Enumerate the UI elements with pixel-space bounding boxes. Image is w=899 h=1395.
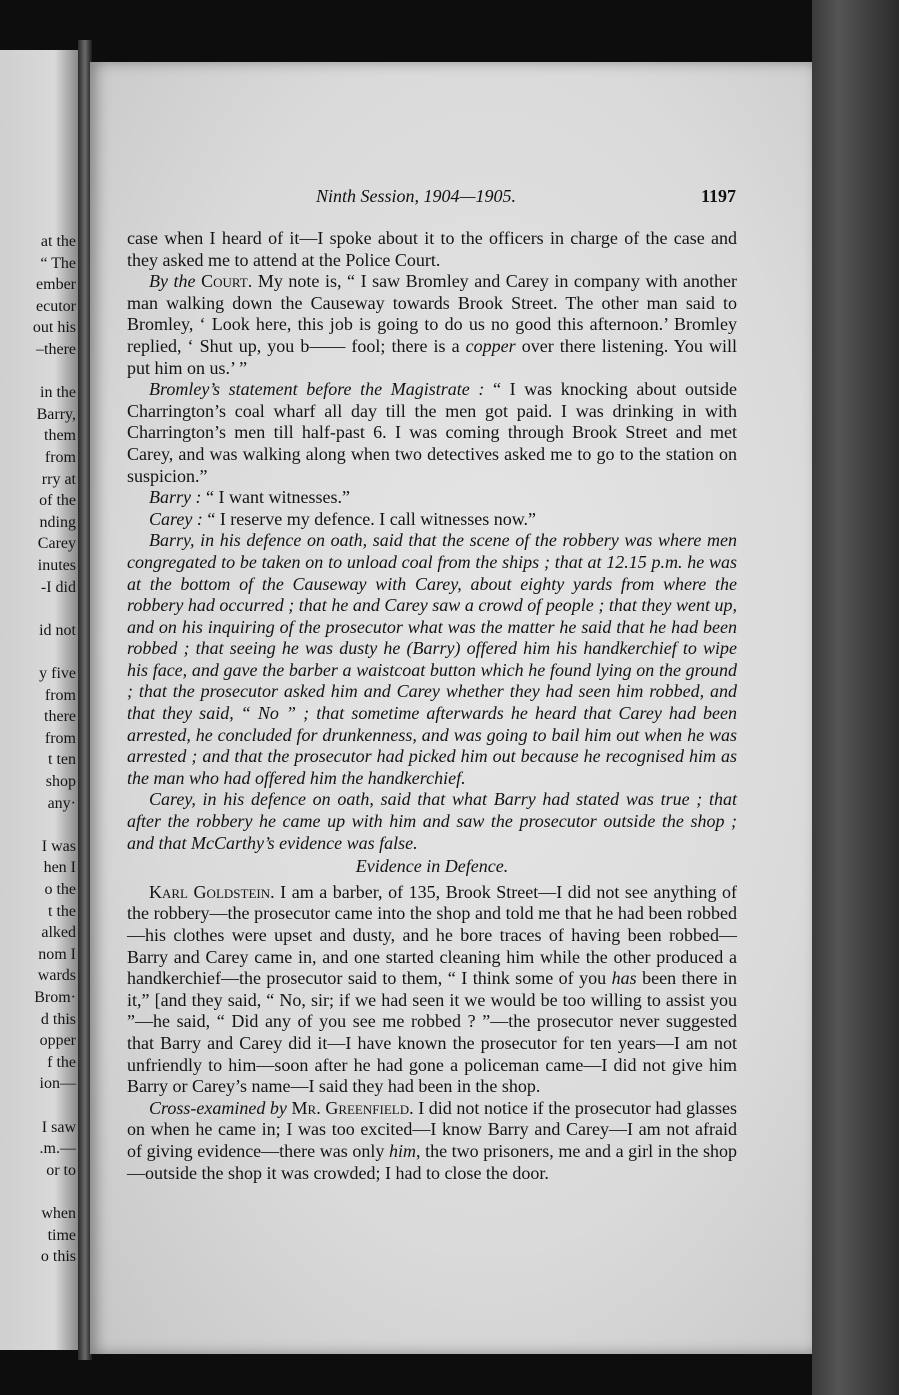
margin-fragment: hen I [43,859,76,877]
margin-fragment: y five [39,665,76,682]
margin-fragment: t the [48,902,76,920]
page-edge-shadow [812,0,899,1395]
margin-fragment: –there [36,341,76,358]
margin-fragment: ion— [39,1075,76,1093]
margin-fragment: from [44,449,76,466]
paragraph-cross-examined [127,1098,737,1184]
margin-fragment: wards [37,967,76,985]
margin-fragment: opper [39,1032,76,1050]
bromley-statement-text: “ I was knocking about outside Charrington’s coal wharf all day till the men got paid. I was drinking in with Charrington’s men till half-past 6. I was coming through Brook Street and met Carey, and was walking along when two detectives asked me to go to the station on suspicion.” [127,379,738,486]
carey-text: “ I reserve my defence. I call witnesses now.” [202,508,537,529]
paragraph-carey [127,509,737,531]
margin-fragment: alked [41,924,76,942]
cross-text-b: , the two prisoners, me and a girl in the shop—outside the shop it was crowded; I had to close the door. [127,1140,737,1183]
margin-fragment: I saw [41,1118,76,1136]
margin-fragment: out his [32,319,76,337]
margin-fragment: Barry, [36,405,76,423]
margin-fragment: f the [47,1053,76,1071]
counsel-name: Mr. Greenfield. [291,1097,414,1118]
margin-fragment: when [41,1205,76,1222]
margin-fragment: nom I [38,945,76,963]
copper-word: copper [465,335,516,356]
margin-fragment: t ten [48,751,76,769]
margin-fragment: o the [44,881,76,898]
barry-text: “ I want witnesses.” [201,487,350,508]
running-header [316,186,736,210]
paragraph-goldstein [127,882,737,1098]
margin-fragment: shop [45,773,76,790]
margin-fragment: at the [40,233,76,250]
has-word: has [611,968,637,989]
margin-fragment: d this [40,1010,76,1028]
margin-fragment: them [44,427,76,445]
margin-fragment: Carey [37,535,76,553]
court-note-tail: over there listening. You will put him on us.’ ” [127,335,737,378]
paragraph-court-note [127,271,737,379]
paragraph-carey-defence: Carey, in his defence on oath, said that what Barry had stated was true ; that after the robbery he came up with him and saw the prosecutor outside the shop ; and that McCarthy’s evidence was false. [127,789,737,853]
margin-fragment: ecutor [36,297,76,315]
paragraph-barry [127,487,737,509]
margin-fragment: ember [36,276,76,294]
barry-lead: Barry : [149,487,202,508]
goldstein-text-a: I am a barber, of 135, Brook Street—I did not see anything of the robbery—the prosecutor came into the shop and told me that he had been robbed—his clothes were upset and dusty, and he bore traces of having been robbed—Barry and Carey came in, and one started cleaning him while the other produced a handkerchief—the prosecutor said to them, “ I think some of you [127,881,737,989]
margin-fragment: in the [40,384,76,402]
margin-fragment: “ The [40,254,76,272]
cross-examined-lead: Cross-examined by [149,1097,287,1118]
margin-fragment: or to [46,1161,76,1179]
running-title: Ninth Session, 1904—1905. [316,186,517,206]
witness-name: Karl Goldstein. [149,881,275,902]
carey-lead: Carey : [149,508,203,529]
margin-fragment: of the [39,492,76,510]
cross-text-a: I did not notice if the prosecutor had glasses on when he came in; I was too excited—I know Barry and Carey—I am not afraid of giving evidence—there was only [127,1097,737,1161]
margin-fragment: id not [39,621,76,639]
margin-fragment: time [47,1226,76,1244]
paragraph-bromley-statement [127,379,737,487]
margin-fragment: rry at [41,470,76,488]
margin-fragment: o this [40,1248,76,1266]
paragraph-continuation: case when I heard of it—I spoke about it to the officers in charge of the case and they asked me to attend at the Police Court. [127,228,737,270]
margin-fragment: from [44,686,76,704]
margin-fragment: nding [39,513,76,531]
margin-fragment: Brom· [34,989,76,1006]
margin-fragment: there [44,708,76,726]
margin-fragment: any· [47,794,76,812]
court-note-text: My note is, “ I saw Bromley and Carey in company with another man walking down the Causeway towards Brook Street. The other man said to Bromley, ‘ Look here, this job is going to do us no good this afternoon.’ Bromley replied, ‘ Shut up, you b—— fool; there is a [127,271,737,356]
page-body [127,228,737,1184]
court-label: Court. [201,271,253,292]
page-number: 1197 [700,186,736,206]
goldstein-text-b: been there in it,” [and they said, “ No, sir; if we had seen it we would be too willing to assist you ”—he said, “ Did any of you see me robbed ? ”—the prosecutor never suggested that Barry and Carey did it—I have known the prosecutor for ten years—I am not unfriendly to him—soon after he had gone a policeman came—I did not give him Barry or Carey’s name—I said they had been in the shop. [127,968,738,1097]
bromley-statement-lead: Bromley’s statement before the Magistrate : [149,379,485,400]
margin-fragment: -I did [40,578,76,596]
paragraph-barry-defence: Barry, in his defence on oath, said that the scene of the robbery was where men congregated to be taken on to unload coal from the ships ; that at 12.15 p.m. he was at the bottom of the Causeway with Carey, about eighty yards from where the robbery had occurred ; that he and Carey saw a crowd of people ; that they went up, and on his inquiring of the prosecutor what was the matter he said that he had been robbed ; that seeing he was dusty he (Barry) offered him his handkerchief to wipe his face, and gave the barber a waistcoat button which he found lying on the ground ; that the prosecutor asked him and Carey whether they had seen him robbed, and that they said, “ No ” ; that sometime afterwards he heard that Carey had been arrested, he concluded for drunkenness, and was going to bail him out when he was arrested ; and that the prosecutor had picked him out because he recognised him as the man who had offered him the handkerchief. [127,530,737,788]
facing-page-left [0,50,78,1350]
margin-fragment: from [44,729,76,747]
court-note-lead: By the [149,271,196,292]
margin-fragment: .m.— [39,1140,76,1158]
margin-fragment: I was [41,837,76,855]
him-word: him [388,1140,416,1161]
margin-fragment: inutes [37,557,76,574]
section-heading: Evidence in Defence. [355,856,509,877]
